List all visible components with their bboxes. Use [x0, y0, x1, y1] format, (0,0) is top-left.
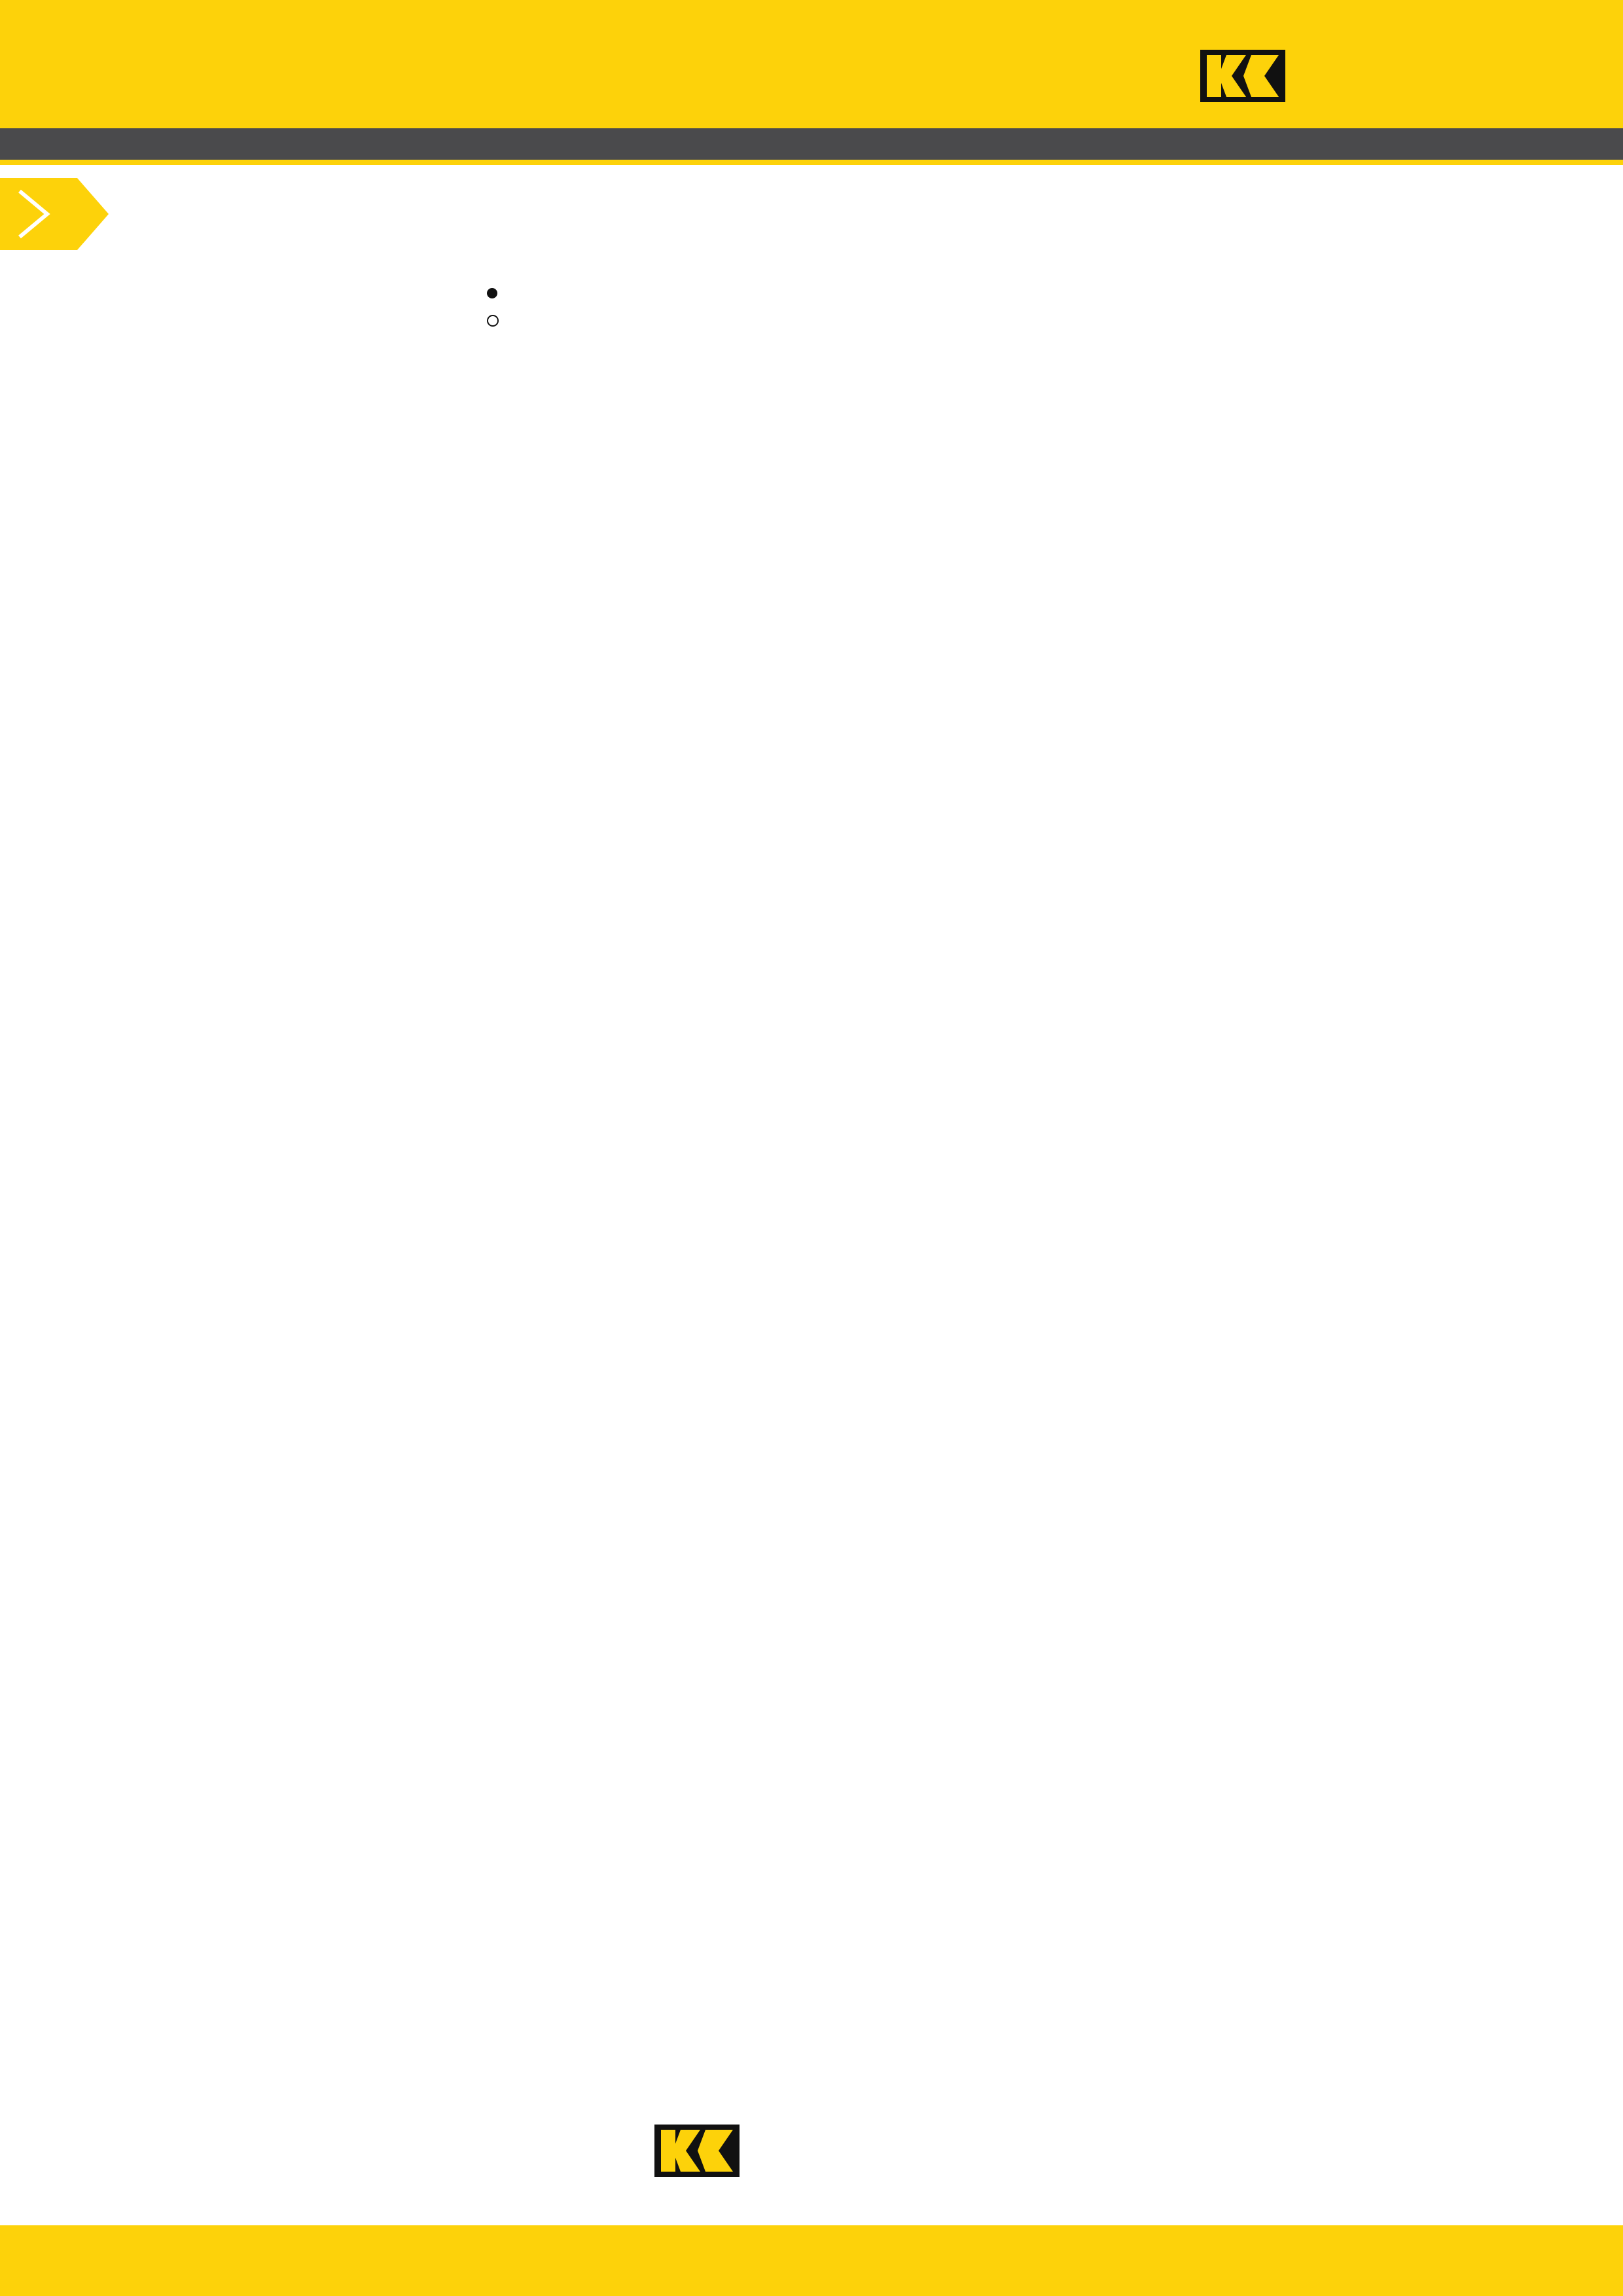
- footer-bar: [0, 2225, 1623, 2296]
- kennametal-k-icon: [654, 2125, 740, 2177]
- brand-logo-bottom: [654, 2125, 743, 2177]
